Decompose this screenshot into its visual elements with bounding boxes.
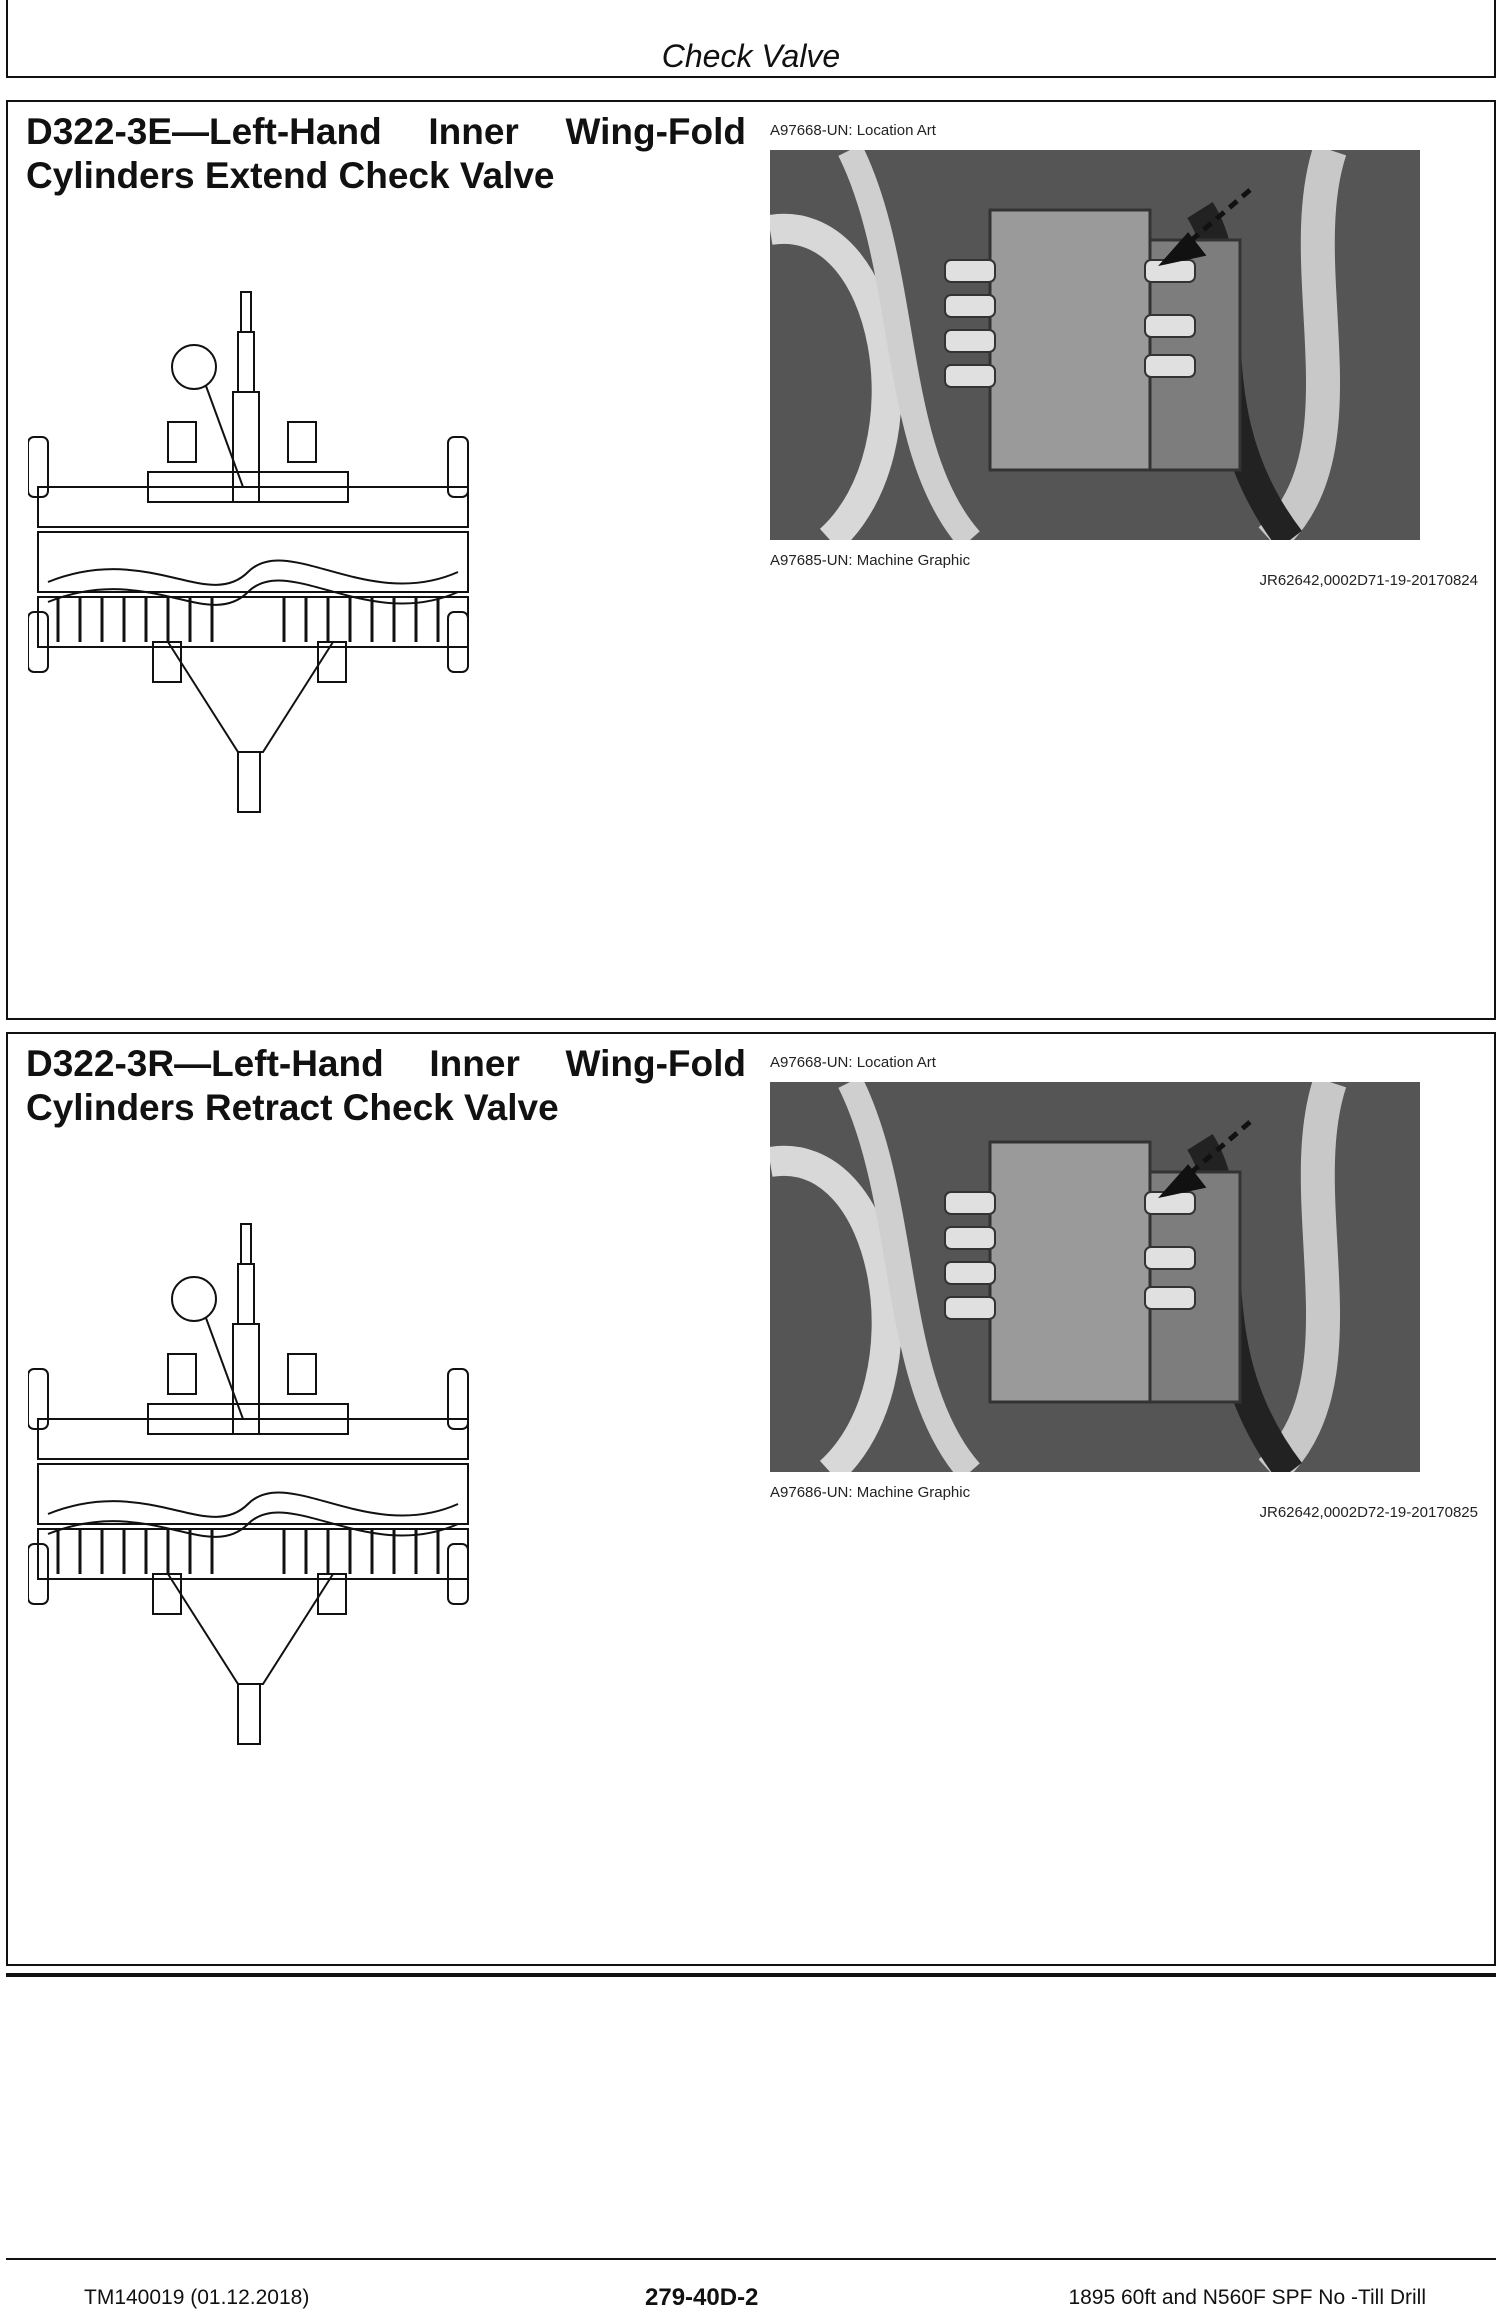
content-end-rule: [6, 1973, 1496, 1977]
machine-graphic-caption: A97685-UN: Machine Graphic: [770, 552, 971, 569]
section-heading: [26, 1042, 746, 1130]
footer-rule: [6, 2258, 1496, 2260]
location-art-caption: A97668-UN: Location Art: [770, 1054, 936, 1071]
footer-product: 1895 60ft and N560F SPF No -Till Drill: [1068, 2286, 1426, 2309]
page-header: [6, 0, 1496, 78]
location-art-photo: [770, 1082, 1420, 1472]
location-art-photo: [770, 150, 1420, 540]
machine-graphic-caption: A97686-UN: Machine Graphic: [770, 1484, 971, 1501]
reference-id: JR62642,0002D71-19-20170824: [1259, 572, 1478, 589]
section-heading: [26, 110, 746, 198]
reference-id: JR62642,0002D72-19-20170825: [1259, 1504, 1478, 1521]
heading-line-2: Cylinders Retract Check Valve: [26, 1087, 559, 1128]
heading-line-2: Cylinders Extend Check Valve: [26, 155, 555, 196]
machine-graphic: [28, 1214, 688, 1924]
location-art-caption: A97668-UN: Location Art: [770, 122, 936, 139]
heading-line-1: D322-3E—Left-Hand Inner Wing-Fold: [26, 111, 746, 152]
section-extend-check-valve: [6, 100, 1496, 1020]
footer-doc-id: TM140019 (01.12.2018): [84, 2286, 310, 2309]
page-title: Check Valve: [661, 38, 841, 74]
heading-line-1: D322-3R—Left-Hand Inner Wing-Fold: [26, 1043, 746, 1084]
section-retract-check-valve: [6, 1032, 1496, 1966]
machine-graphic: [28, 282, 688, 992]
footer-page-number: 279-40D-2: [645, 2284, 759, 2311]
